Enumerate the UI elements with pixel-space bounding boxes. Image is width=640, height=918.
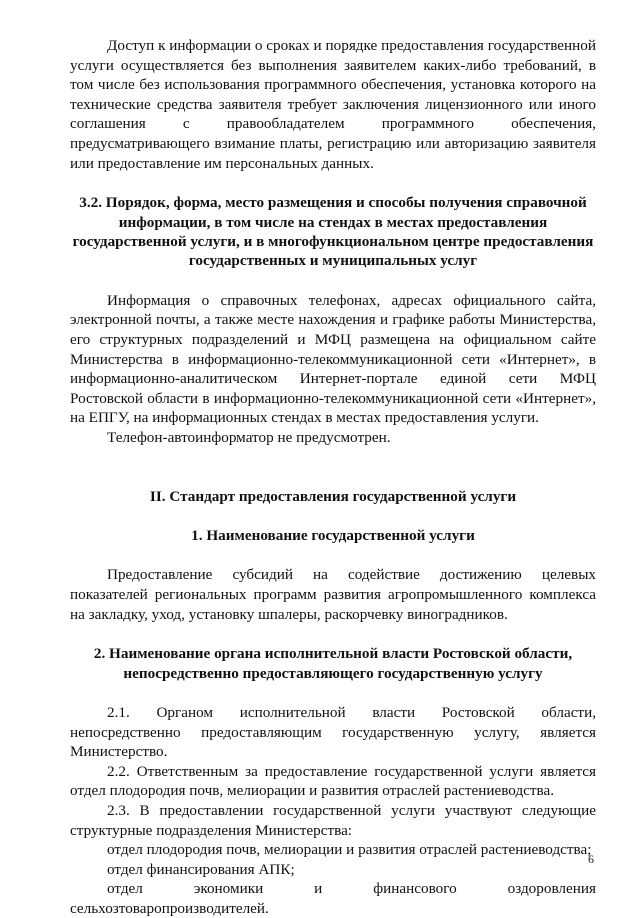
paragraph-phone: Телефон-автоинформатор не предусмотрен. <box>107 428 391 446</box>
heading-1: 1. Наименование государственной услуги <box>191 526 475 544</box>
section-ii-title: II. Стандарт предоставления государственной услуги <box>149 487 517 505</box>
paragraph-service-name: Предоставление субсидий на содействие достижению целевых показателей региональных программ развития агропромышленного комплекса на закладку, уход, установку шпалеры, раскорчевку виноградников. <box>70 566 596 623</box>
page-number: 6 <box>588 852 594 866</box>
paragraph-info: Информация о справочных телефонах, адресах официального сайта, электронной почты, а также месте нахождения и графике работы Министерства, его структурных подразделений и МФЦ размещена на официальном сайте Министерства в информационно-телекоммуникационной сети «Интернет», в информационно-аналитическом Интернет-портале единой сети МФЦ Ростовской области в информационно-телекоммуникационной сети «Интернет», на ЕПГУ, на информационных стендах в местах предоставления услуги. <box>70 291 596 427</box>
paragraph-2-2: 2.2. Ответственным за предоставление государственной услуги является отдел плодородия почв, мелиорации и развития отраслей растениеводства. <box>70 762 596 800</box>
document-page <box>70 36 596 918</box>
paragraph-2-1: 2.1. Органом исполнительной власти Ростовской области, непосредственно предоставляющим государственную услугу, является Министерство. <box>70 703 596 761</box>
heading-3-2: 3.2. Порядок, форма, место размещения и способы получения справочной информации, в том числе на стендах в местах предоставления государственной услуги, и в многофункциональном центре предоставления государственных и муниципальных услуг <box>72 194 594 270</box>
list-item: отдел финансирования АПК; <box>107 860 295 878</box>
list-item: отдел плодородия почв, мелиорации и развития отраслей растениеводства; <box>107 841 592 859</box>
paragraph-2-3: 2.3. В предоставлении государственной услуги участвуют следующие структурные подразделения Министерства: <box>70 801 596 839</box>
list-item: отдел экономики и финансового оздоровления сельхозтоваропроизводителей. <box>70 880 596 917</box>
heading-2: 2. Наименование органа исполнительной власти Ростовской области, непосредственно предоставляющего государственную услугу <box>93 645 573 682</box>
paragraph-access: Доступ к информации о сроках и порядке предоставления государственной услуги осуществляется без выполнения заявителем каких-либо требований, в том числе без использования программного обеспечения, установка которого на технические средства заявителя требует заключения лицензионного или иного соглашения с правообладателем программного обеспечения, предусматривающего взимание платы, регистрацию или авторизацию заявителя или предоставление им персональных данных. <box>70 37 596 172</box>
